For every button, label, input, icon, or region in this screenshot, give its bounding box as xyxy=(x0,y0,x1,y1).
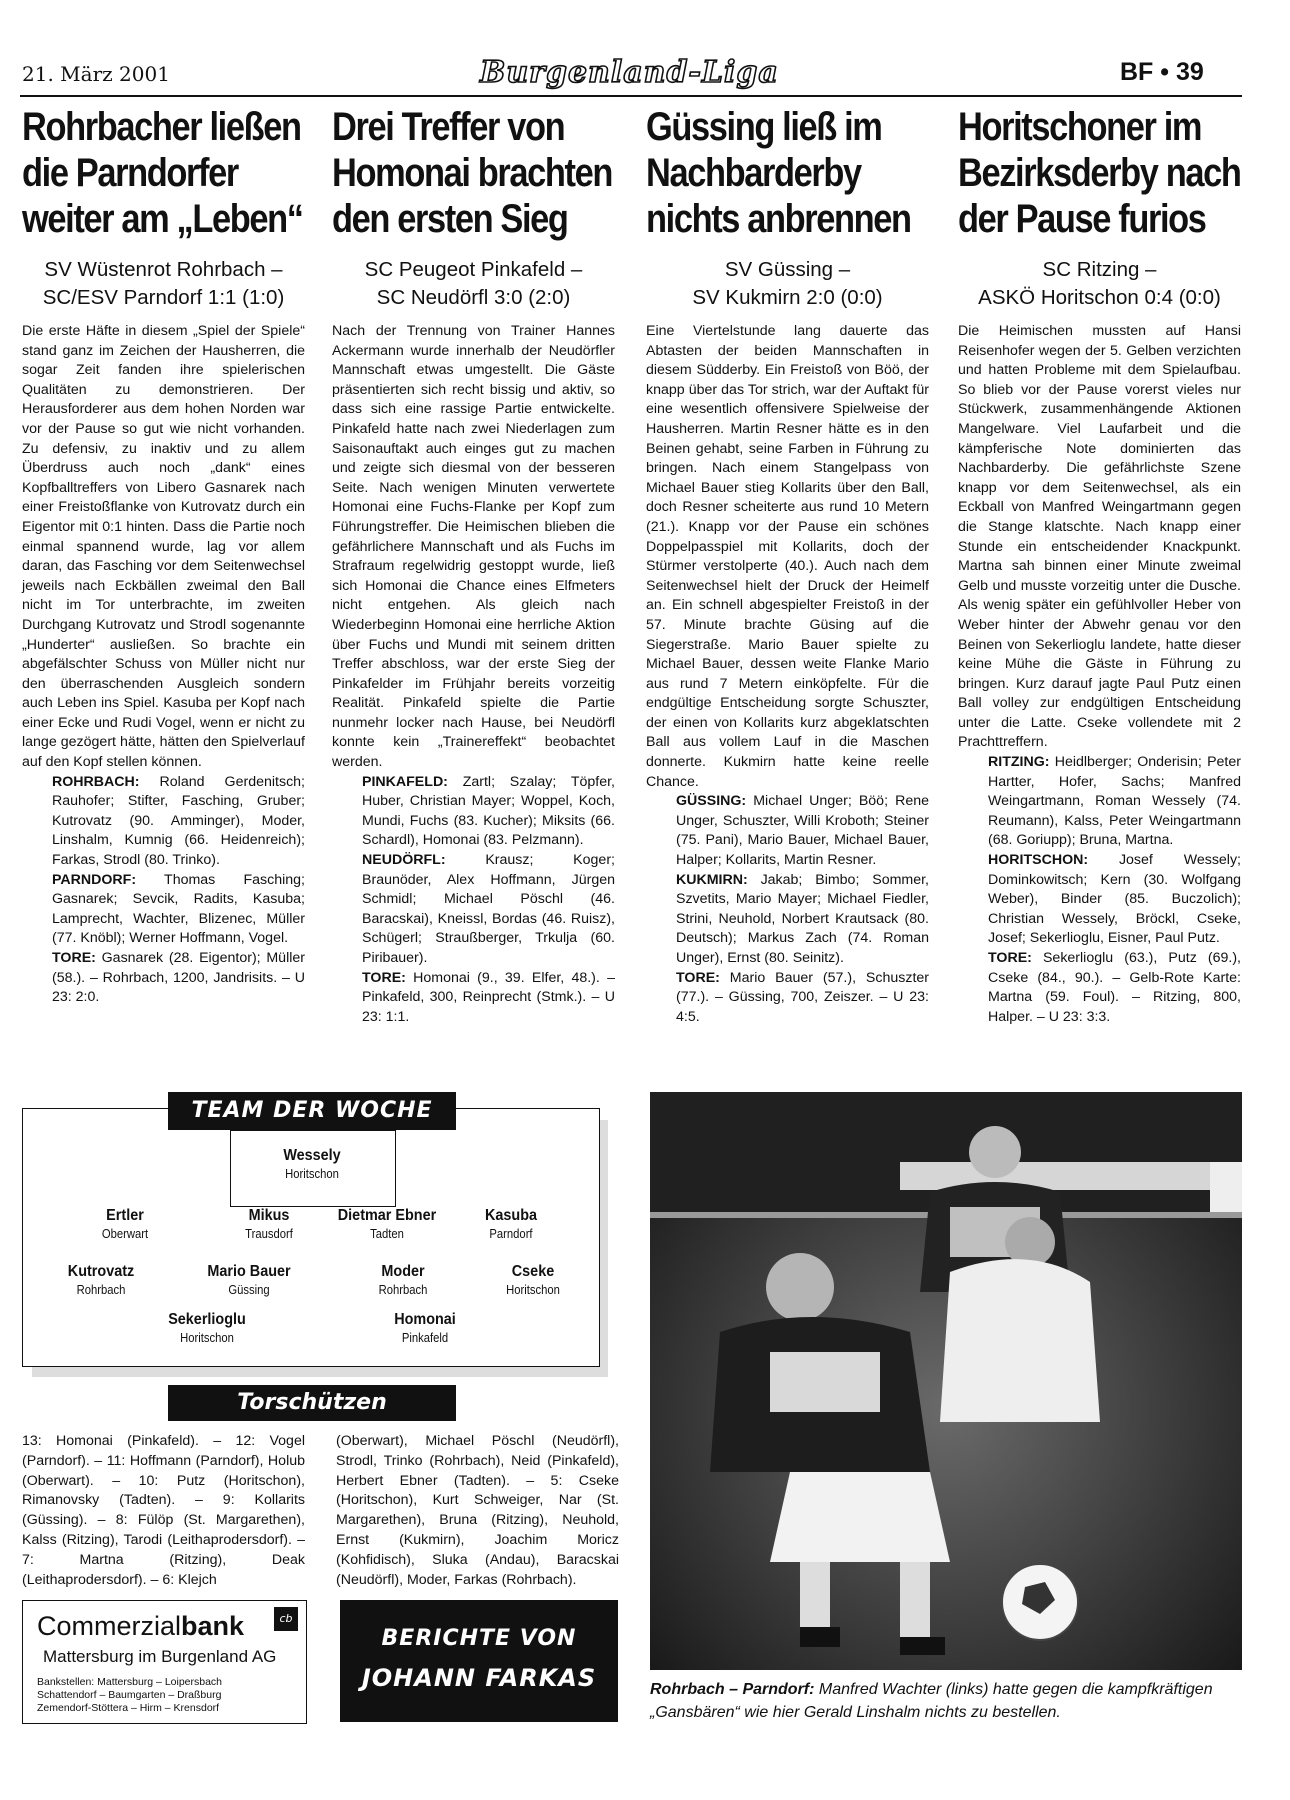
article-text: Die erste Häfte in diesem „Spiel der Spiele“ stand ganz im Zeichen der Hausherren, die sogar Zeit fanden ihre spielerischen Qualitäten zu demonstrieren. Der Herausforderer aus dem hohen Norden war vor der Pause so gut wie nicht vorhanden. Zu defensiv, zu inaktiv und zu allem Überdruss auch noch „dank“ eines Kopfballtreffers von Libero Gasnarek nach einer Freistoßflanke von Kutrovatz durch ein Eigentor mit 0:1 hinten. Dass die Partie noch einmal spannend wurde, lag vor allem daran, das Fasching vor dem Seitenwechsel jeweils nach Eckbällen zweimal den Ball nicht im Tor unterbrachte, im zweiten Durchgang Kutrovatz und Strodl sogenannte „Hunderter“ ausließen. So brachte ein abgefälschter Schuss von Müller nicht nur den überraschenden Ausgleich sondern auch Leben ins Spiel. Kasuba per Kopf nach einer Ecke und Rudi Vogel, wenn er nicht zu lange gezögert hätte, hätten den Spielverlauf auf den Kopf stellen können. xyxy=(22,323,305,771)
goals-text: Gasnarek (28. Eigentor); Müller (58.). – Rohrbach, 1200, Jandrisits. – U 23: 2:0. xyxy=(52,950,305,1006)
player-club: Rohrbach xyxy=(76,1283,126,1297)
photo-caption xyxy=(650,1678,1242,1724)
article-headline: Rohrbacher ließen die Parndorfer weiter am „Leben“ xyxy=(22,105,303,241)
player-club: Rohrbach xyxy=(378,1283,428,1297)
article-pinkafeld xyxy=(332,104,615,1027)
article-guessing xyxy=(646,104,929,1027)
match-teams-line1: SV Wüstenrot Rohrbach – xyxy=(44,258,283,281)
player-name: Mario Bauer xyxy=(207,1263,291,1280)
lineup-text: Thomas Fasching; Gasnarek; Sevcik, Radits, Kasuba; Lamprecht, Wachter, Blizenec, Müller (77. Knöbl); Werner Hoffmann, Vogel. xyxy=(52,871,305,947)
lineup-text: Heidlberger; Onderisin; Peter Hartter, Hofer, Sachs; Manfred Weingartmann, Roman Wessely (74. Reumann), Kalss, Peter Weingartmann (68. Goriupp); Bruna, Martna. xyxy=(988,754,1241,849)
player-card xyxy=(50,1206,200,1242)
lineup-label: HORITSCHON: xyxy=(988,852,1089,869)
player-club: Pinkafeld xyxy=(401,1331,449,1345)
lineup-label: GÜSSING: xyxy=(676,793,747,810)
bank-branches-line: Zemendorf-Stöttera – Hirm – Krensdorf xyxy=(37,1702,220,1714)
player-club: Tadten xyxy=(370,1227,404,1241)
goals-label: TORE: xyxy=(676,969,720,986)
goals-label: TORE: xyxy=(52,950,96,966)
bank-branches xyxy=(37,1676,222,1715)
caption-text: Manfred Wachter (links) hatte gegen die kampfkräftigen „Gansbären“ wie hier Gerald Linshalm nichts zu bestellen. xyxy=(650,1681,1213,1721)
bank-branches-line: Bankstellen: Mattersburg – Loipersbach xyxy=(37,1676,223,1688)
player-name: Kutrovatz xyxy=(67,1263,135,1280)
match-teams-line1: SV Güssing – xyxy=(724,258,851,281)
player-card xyxy=(174,1262,324,1298)
match-teams-line2: SC/ESV Parndorf 1:1 (1:0) xyxy=(42,286,285,309)
goals-line xyxy=(332,969,615,1028)
goals-label: TORE: xyxy=(362,969,406,986)
lineup-text: Josef Wessely; Dominkowitsch; Kern (30. Wolfgang Weber), Binder (85. Buczolich); Christian Wessely, Bröckl, Cseke, Josef; Sekerlioglu, Eisner, Paul Putz. xyxy=(988,852,1241,947)
article-text: Die Heimischen mussten auf Hansi Reisenhofer wegen der 5. Gelben verzichten und hatten Probleme mit dem Spielaufbau. So blieb vor der Pause vorerst vieles nur Stückwerk, zusammenhängende Aktionen Mangelware. Viel Laufarbeit und die kämpferische Note dominierten das Nachbarderby. Die gefährlichste Szene knapp vor dem Seitenwechsel, als ein Eckball von Manfred Weingartmann gegen die Stange klatschte. Nach knapp einer Stunde ein entscheidender Knackpunkt. Martna sah binnen einer Minute zweimal Gelb und musste vorzeitig unter die Dusche. Als wenig später ein gefühlvoller Heber von Weber hinter der Abwehr genau vor den Beinen von Sekerlioglu landete, hatte dieser keine Mühe die Gäste in Führung zu bringen. Kurz darauf jagte Paul Putz einen Ball volley zur endgültigen Entscheidung unter die Latte. Cseke vollendete mit 2 Prachttreffern. xyxy=(958,323,1241,751)
scorers-title: Torschützen xyxy=(168,1385,456,1421)
match-teams-line1: SC Peugeot Pinkafeld – xyxy=(364,258,583,281)
author-box xyxy=(340,1600,618,1722)
player-name: Kasuba xyxy=(484,1207,538,1224)
lineup-away xyxy=(22,871,305,949)
lineup-away xyxy=(646,871,929,969)
author-box-line2: JOHANN FARKAS xyxy=(361,1664,597,1692)
lineup-label: PINKAFELD: xyxy=(362,773,448,790)
article-headline: Horitschoner im Bezirksderby nach der Pause furios xyxy=(958,105,1241,241)
lineup-home xyxy=(332,773,615,851)
scorers-col-2: (Oberwart), Michael Pöschl (Neudörfl), Strodl, Trinko (Rohrbach), Neid (Pinkafeld), Herbert Ebner (Tadten). – 5: Cseke (Horitschon), Kurt Schweiger, Nar (St. Margarethen), Bruna (Ritzing), Neuhold, Ernst (Kukmirn), Joachim Moricz (Kohfidisch), Sluka (Andau), Baracskai (Neudörfl), Moder, Farkas (Rohrbach). xyxy=(336,1433,619,1588)
article-text: Eine Viertelstunde lang dauerte das Abtasten der beiden Mannschaften in diesem Südderby. Ein Freistoß von Böö, der knapp über das Tor strich, war der Auftakt für eine wesentlich offensivere Spielweise der Hausherren. Martin Resner hätte es in den Beinen gehabt, seine Farben in Führung zu bringen. Nach einem Stangelpass von Michael Bauer stieg Kollarits über den Ball, doch Resner scheiterte aus rund 10 Metern (21.). Knapp vor der Pause ein schönes Doppelpasspiel mit Kollarits, doch der Stürmer verstolperte (40.). Auch nach dem Seitenwechsel hielt der Druck der Heimelf an. Ein schnell abgespielter Freistoß in der 57. Minute brachte Güsing auf die Siegerstraße. Mario Bauer spielte zu Michael Bauer, dessen weite Flanke Mario aus rund 7 Metern einköpfelte. Für die endgültige Entscheidung sorgte Schuszter, der einen von Kollarits kurz abgeklatschten Ball aus vollem Lauf in die Maschen donnerte. Kukmirn hatte keine reelle Chance. xyxy=(646,323,929,790)
article-text: Nach der Trennung von Trainer Hannes Ackermann wurde innerhalb der Neudörfler Mannschaft etwas umgestellt. Die Gäste präsentierten sich recht bissig und aktiv, so dass sich eine rassige Partie entwickelte. Pinkafeld hatte nach zwei Niederlagen zum Saisonauftakt auch einges gut zu machen und zeigte sich diesmal von der besseren Seite. Nach wenigen Minuten verwertete Homonai eine Fuchs-Flanke per Kopf zum Führungstreffer. Die Heimischen blieben die gefährlichere Mannschaft und als Fuchs im Strafraum regelwidrig gestoppt wurde, ließ sich Homonai die Chance eines Elfmeters nicht entgehen. Als gleich nach Wiederbeginn Homonai eine herrliche Aktion über Fuchs und Mundi mit seinem dritten Treffer abschloss, war der erste Sieg der Pinkafelder im Frühjahr bereits vorzeitig Realität. Pinkafeld spielte die Partie nunmehr locker nach Hause, bei Neudörfl konnte kein „Trainereffekt“ beobachtet werden. xyxy=(332,323,615,771)
article-headline: Güssing ließ im Nachbarderby nichts anbrennen xyxy=(646,105,911,241)
match-photo-illustration xyxy=(650,1092,1242,1670)
bank-name-bold: bank xyxy=(181,1611,245,1641)
match-teams-line1: SC Ritzing – xyxy=(1042,258,1157,281)
scorers-col-1: 13: Homonai (Pinkafeld). – 12: Vogel (Parndorf). – 11: Hoffmann (Parndorf), Holub (Oberwart). – 10: Putz (Horitschon), Rimanovsky (Tadten). – 9: Kollarits (Güssing). – 8: Fülöp (St. Margarethen), Kalss (Ritzing), Tarodi (Leithaprodersdorf). – 7: Martna (Ritzing), Deak (Leithaprodersdorf). – 6: Klejch xyxy=(22,1433,305,1588)
player-club: Horitschon xyxy=(506,1283,560,1297)
player-name: Moder xyxy=(381,1263,425,1280)
goals-label: TORE: xyxy=(988,950,1032,966)
player-card xyxy=(328,1262,478,1298)
match-teams xyxy=(22,256,305,312)
lineup-label: RITZING: xyxy=(988,754,1050,771)
player-club: Horitschon xyxy=(180,1331,234,1345)
goals-line xyxy=(958,949,1241,1027)
article-body xyxy=(958,322,1241,1027)
issue-date: 21. März 2001 xyxy=(22,62,170,86)
player-name: Mikus xyxy=(248,1207,290,1224)
bank-name-regular: Commerzial xyxy=(37,1611,182,1641)
lineup-home xyxy=(22,773,305,871)
bank-subtitle: Mattersburg im Burgenland AG xyxy=(43,1647,277,1666)
lineup-text: Michael Unger; Böö; Rene Unger, Schuszter, Willi Kroboth; Steiner (75. Pani), Mario Bauer, Michael Bauer, Halper; Kollarits, Martin Resner. xyxy=(676,793,929,869)
page-number: BF • 39 xyxy=(1120,58,1204,86)
player-name: Cseke xyxy=(511,1263,555,1280)
player-name: Wessely xyxy=(283,1147,341,1164)
match-teams-line2: ASKÖ Horitschon 0:4 (0:0) xyxy=(978,286,1221,309)
bank-name xyxy=(37,1611,244,1642)
lineup-text: Roland Gerdenitsch; Rauhofer; Stifter, Fasching, Gruber; Kutrovatz (90. Amminger), Moder, Linshalm, Kumnig (66. Heidenreich); Farkas, Strodl (80. Trinko). xyxy=(52,773,305,869)
lineup-text: Zartl; Szalay; Töpfer, Huber, Christian Mayer; Woppel, Koch, Mundi, Fuchs (83. Kucher); Miksits (66. Schardl), Homonai (83. Pelzmann). xyxy=(362,773,615,849)
match-teams-line2: SV Kukmirn 2:0 (0:0) xyxy=(692,286,883,309)
match-teams-line2: SC Neudörfl 3:0 (2:0) xyxy=(376,286,571,309)
author-box-line1: BERICHTE VON xyxy=(381,1626,577,1651)
article-body xyxy=(22,322,305,1008)
lineup-label: PARNDORF: xyxy=(52,871,137,888)
article-ritzing xyxy=(958,104,1241,1027)
lineup-text: Krausz; Koger; Braunöder, Alex Hoffmann, Jürgen Schmidl; Michael Pöschl (46. Baracskai), Kneissl, Bordas (46. Ruisz), Schügerl; Straußberger, Trkulja (60. Piribauer). xyxy=(362,852,615,966)
lineup-label: NEUDÖRFL: xyxy=(362,852,446,869)
bank-ad xyxy=(22,1600,307,1724)
lineup-home xyxy=(958,753,1241,851)
goals-line xyxy=(22,949,305,1008)
goals-text: Mario Bauer (57.), Schuszter (77.). – Güssing, 700, Zeiszer. – U 23: 4:5. xyxy=(676,969,929,1025)
player-card xyxy=(436,1206,586,1242)
player-card xyxy=(26,1262,176,1298)
lineup-label: KUKMIRN: xyxy=(676,871,748,888)
header-rule xyxy=(20,95,1242,97)
match-teams xyxy=(332,256,615,312)
lineup-away xyxy=(332,851,615,969)
lineup-label: ROHRBACH: xyxy=(52,773,140,790)
player-club: Parndorf xyxy=(489,1227,533,1241)
player-card xyxy=(350,1310,500,1346)
player-card xyxy=(458,1262,608,1298)
player-name: Homonai xyxy=(394,1311,456,1328)
bank-logo-icon: cb xyxy=(274,1607,298,1631)
player-club: Oberwart xyxy=(101,1227,149,1241)
team-of-week-title: TEAM DER WOCHE xyxy=(168,1092,456,1130)
match-teams xyxy=(958,256,1241,312)
match-teams xyxy=(646,256,929,312)
player-club: Trausdorf xyxy=(245,1227,293,1241)
article-body xyxy=(332,322,615,1027)
player-club: Güssing xyxy=(228,1283,270,1297)
lineup-home xyxy=(646,792,929,870)
player-card xyxy=(237,1146,387,1182)
goals-text: Homonai (9., 39. Elfer, 48.). – Pinkafeld, 300, Reinprecht (Stmk.). – U 23: 1:1. xyxy=(362,969,615,1025)
article-rohrbach xyxy=(22,104,305,1008)
player-card xyxy=(132,1310,282,1346)
caption-lead: Rohrbach – Parndorf: xyxy=(650,1681,815,1698)
lineup-text: Jakab; Bimbo; Sommer, Szvetits, Mario Mayer; Michael Fiedler, Strini, Neuhold, Norbert Krautsack (80. Deutsch); Markus Zach (74. Roman Unger), Ernst (80. Seinitz). xyxy=(676,871,929,966)
article-headline: Drei Treffer von Homonai brachten den ersten Sieg xyxy=(332,105,612,241)
lineup-away xyxy=(958,851,1241,949)
goals-text: Sekerlioglu (63.), Putz (69.), Cseke (84., 90.). – Gelb-Rote Karte: Martna (59. Foul). – Ritzing, 800, Halper. – U 23: 3:3. xyxy=(988,950,1241,1025)
section-title: Burgenland-Liga xyxy=(480,55,779,90)
match-photo xyxy=(650,1092,1242,1670)
player-name: Dietmar Ebner xyxy=(337,1207,437,1224)
player-name: Sekerlioglu xyxy=(168,1311,246,1328)
article-body xyxy=(646,322,929,1027)
goals-line xyxy=(646,969,929,1028)
player-name: Ertler xyxy=(106,1207,144,1224)
bank-branches-line: Schattendorf – Baumgarten – Draßburg xyxy=(37,1689,222,1701)
player-club: Horitschon xyxy=(285,1167,339,1181)
